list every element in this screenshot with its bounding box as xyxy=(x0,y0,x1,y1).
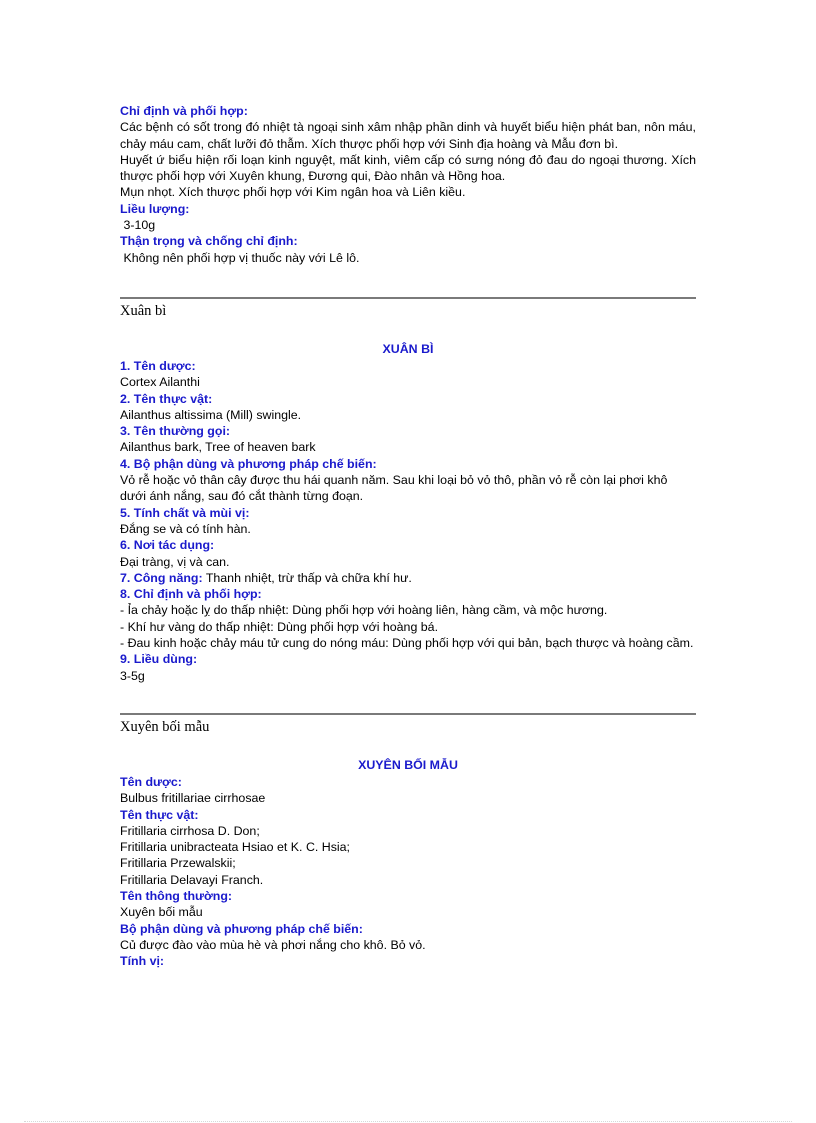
list-item: - Đau kinh hoặc chảy máu tử cung do nóng máu: Dùng phối hợp với qui bản, bạch thược và hoàng cầm. xyxy=(120,636,694,651)
text-tinh-chat: Đắng se và có tính hàn. xyxy=(120,521,251,536)
entry-name: Xuyên bối mẫu xyxy=(120,718,210,735)
section-xich-thuoc-tail xyxy=(120,103,696,266)
plant-name: Fritillaria Delavayi Franch. xyxy=(120,872,264,887)
caution-text: Không nên phối hợp vị thuốc này với Lê lô. xyxy=(120,250,360,265)
page-bottom-edge xyxy=(24,1121,792,1122)
heading-bo-phan-dung: 4. Bộ phận dùng và phương pháp chế biến: xyxy=(120,456,377,471)
text-ten-thong-thuong: Xuyên bối mẫu xyxy=(120,905,203,920)
paragraph: Mụn nhọt. Xích thược phối hợp với Kim ngân hoa và Liên kiều. xyxy=(120,185,466,200)
heading-than-trong: Thận trọng và chống chỉ định: xyxy=(120,234,298,249)
text-ten-duoc: Bulbus fritillariae cirrhosae xyxy=(120,791,266,806)
entry-title: XUYÊN BỐI MẪU xyxy=(358,757,458,772)
plant-name: Fritillaria Przewalskii; xyxy=(120,856,236,871)
heading-ten-duoc: Tên dược: xyxy=(120,774,182,789)
plant-name: Fritillaria cirrhosa D. Don; xyxy=(120,823,260,838)
list-item: - Ỉa chảy hoặc lỵ do thấp nhiệt: Dùng phối hợp với hoàng liên, hàng cầm, và mộc hương. xyxy=(120,603,608,618)
list-item: - Khí hư vàng do thấp nhiệt: Dùng phối hợp với hoàng bá. xyxy=(120,619,439,634)
plant-name: Fritillaria unibracteata Hsiao et K. C. Hsia; xyxy=(120,840,351,855)
heading-chi-dinh: Chỉ định và phối hợp: xyxy=(120,104,248,118)
entry-name: Xuân bì xyxy=(120,302,167,319)
text-bo-phan-dung: Củ được đào vào mùa hè và phơi nắng cho khô. Bỏ vỏ. xyxy=(120,937,426,952)
line-cong-nang xyxy=(120,570,696,586)
heading-chi-dinh: 8. Chỉ định và phối hợp: xyxy=(120,587,262,602)
section-xuan-bi xyxy=(120,302,696,684)
heading-ten-thuc-vat: 2. Tên thực vật: xyxy=(120,391,213,406)
text-lieu-dung: 3-5g xyxy=(120,668,145,683)
heading-ten-thuong-goi: 3. Tên thường gọi: xyxy=(120,424,231,439)
text-cong-nang: Thanh nhiệt, trừ thấp và chữa khí hư. xyxy=(202,570,412,585)
heading-ten-duoc: 1. Tên dược: xyxy=(120,358,196,373)
text-noi-tac-dung: Đại tràng, vị và can. xyxy=(120,554,230,569)
section-xuyen-boi-mau xyxy=(120,718,696,970)
heading-ten-thuc-vat: Tên thực vật: xyxy=(120,807,199,822)
text-ten-duoc: Cortex Ailanthi xyxy=(120,375,200,390)
heading-lieu-luong: Liều lượng: xyxy=(120,201,190,216)
heading-ten-thong-thuong: Tên thông thường: xyxy=(120,888,233,903)
text-ten-thuong-goi: Ailanthus bark, Tree of heaven bark xyxy=(120,440,316,455)
heading-tinh-chat: 5. Tính chất và mùi vị: xyxy=(120,505,250,520)
entry-title: XUÂN BÌ xyxy=(382,341,434,356)
heading-cong-nang: 7. Công năng: xyxy=(120,570,203,585)
document-page xyxy=(120,103,696,969)
paragraph: Các bệnh có sốt trong đó nhiệt tà ngoại sinh xâm nhập phần dinh và huyết biểu hiện phát ban, nôn máu, chảy máu cam, chất lưỡi đỏ thẫm. Xích thược phối hợp với Sinh địa hoàng và Mẫu đơn bì. xyxy=(120,120,696,151)
paragraph: Huyết ứ biểu hiện rối loạn kinh nguyệt, mất kinh, viêm cấp có sưng nóng đỏ đau do ngoại thương. Xích thược phối hợp với Xuyên khung, Đương qui, Đào nhân và Hồng hoa. xyxy=(120,152,696,184)
heading-noi-tac-dung: 6. Nơi tác dụng: xyxy=(120,538,215,553)
text-ten-thuc-vat: Ailanthus altissima (Mill) swingle. xyxy=(120,407,302,422)
dosage-text: 3-10g xyxy=(120,218,156,233)
text-bo-phan-dung: Vỏ rễ hoặc vỏ thân cây được thu hái quanh năm. Sau khi loại bỏ vỏ thô, phần vỏ rễ còn lại phơi khô dưới ánh nắng, sau đó cắt thành từng đoạn. xyxy=(120,473,668,504)
heading-lieu-dung: 9. Liều dùng: xyxy=(120,652,198,667)
heading-tinh-vi: Tính vị: xyxy=(120,954,165,969)
heading-bo-phan-dung: Bộ phận dùng và phương pháp chế biến: xyxy=(120,921,363,936)
